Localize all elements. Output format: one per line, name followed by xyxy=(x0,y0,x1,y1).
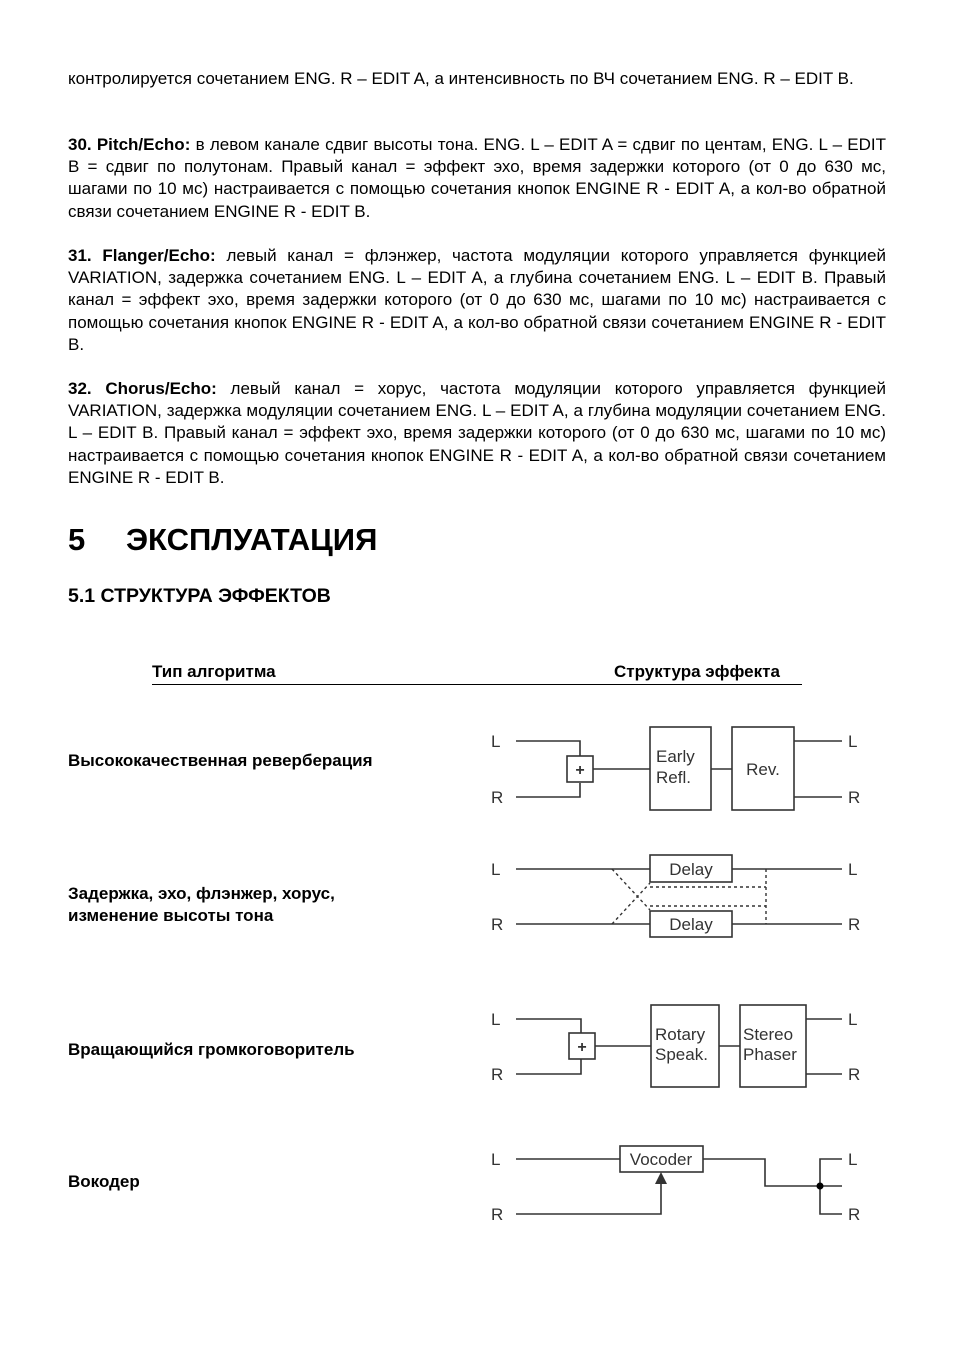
paragraph-text: левый канал = хорус, частота модуляции которого управляется функцией VARIATION, задержка модуляции сочетанием ENG. L – EDIT A, а глубина модуляции сочетанием ENG. L – EDIT B. Правый канал = эффект эхо, время задержки которого (от 0 до 630 мс, шагами по 10 мс) настраивается с помощью сочетания кнопок ENGINE R - EDIT A, а кол-во обратной связи сочетанием ENGINE R - EDIT B. xyxy=(68,379,886,487)
signal-line xyxy=(703,1159,842,1186)
block-label: Rev. xyxy=(746,760,780,779)
signal-line xyxy=(820,1159,842,1186)
channel-label-l: L xyxy=(491,1150,501,1169)
column-header-algorithm: Тип алгоритма xyxy=(152,662,276,681)
signal-line xyxy=(516,741,580,756)
channel-label-r: R xyxy=(848,1065,861,1084)
block-label: Early xyxy=(656,747,695,766)
mixer-plus-label: + xyxy=(577,1039,587,1056)
paragraph-title: 31. Flanger/Echo: xyxy=(68,246,216,265)
algorithm-label-vocoder: Вокодер xyxy=(68,1172,140,1191)
block-label: Refl. xyxy=(656,768,691,787)
channel-label-l: L xyxy=(491,1010,501,1029)
cross-feed-line xyxy=(612,883,650,924)
channel-label-l: L xyxy=(491,860,501,879)
mixer-plus-label: + xyxy=(575,762,585,779)
channel-label-r: R xyxy=(848,915,861,934)
channel-label-l: L xyxy=(848,732,858,751)
channel-label-l: L xyxy=(491,732,501,751)
algorithm-label-line: изменение высоты тона xyxy=(68,906,274,925)
channel-label-r: R xyxy=(491,1065,504,1084)
channel-label-r: R xyxy=(848,788,861,807)
algorithm-label-line: Задержка, эхо, флэнжер, хорус, xyxy=(68,884,335,903)
paragraph-text: контролируется сочетанием ENG. R – EDIT A, а интенсивность по ВЧ сочетанием ENG. R – EDIT B. xyxy=(68,69,854,88)
channel-label-r: R xyxy=(491,1205,504,1224)
signal-line xyxy=(516,1019,581,1033)
paragraph-text: левый канал = флэнжер, частота модуляции которого управляется функцией VARIATION, задержка сочетанием ENG. L – EDIT A, а глубина сочетанием ENG. L – EDIT B. Правый канал = эффект эхо, время задержки которого (от 0 до 630 мс, шагами по 10 мс) настраивается с помощью сочетания кнопок ENGINE R - EDIT A, а кол-во обратной связи сочетанием ENGINE R - EDIT B. xyxy=(68,246,887,354)
signal-line xyxy=(516,783,580,797)
paragraph-title: 30. Pitch/Echo: xyxy=(68,135,191,154)
signal-line xyxy=(820,1186,842,1214)
algorithm-label-rotary: Вращающийся громкоговоритель xyxy=(68,1040,355,1059)
block-label: Phaser xyxy=(743,1045,797,1064)
channel-label-l: L xyxy=(848,1010,858,1029)
block-label: Delay xyxy=(669,860,713,879)
junction-dot xyxy=(817,1183,824,1190)
arrow-up-icon xyxy=(655,1172,667,1184)
column-header-structure: Структура эффекта xyxy=(614,662,780,681)
block-label: Rotary xyxy=(655,1025,706,1044)
channel-label-l: L xyxy=(848,860,858,879)
block-label: Vocoder xyxy=(629,1150,693,1169)
subsection-heading: 5.1 СТРУКТУРА ЭФФЕКТОВ xyxy=(68,585,331,607)
channel-label-r: R xyxy=(848,1205,861,1224)
block-label: Speak. xyxy=(655,1045,708,1064)
channel-label-r: R xyxy=(491,915,504,934)
cross-feed-line xyxy=(612,869,650,910)
algorithm-label-reverb: Высококачественная реверберация xyxy=(68,751,373,770)
modulator-line xyxy=(516,1182,661,1214)
section-title: ЭКСПЛУАТАЦИЯ xyxy=(126,522,378,557)
signal-line xyxy=(516,1059,581,1074)
section-number: 5 xyxy=(68,522,86,557)
channel-label-l: L xyxy=(848,1150,858,1169)
paragraph-title: 32. Chorus/Echo: xyxy=(68,379,217,398)
block-label: Delay xyxy=(669,915,713,934)
paragraph-text: в левом канале сдвиг высоты тона. ENG. L – EDIT A = сдвиг по центам, ENG. L – EDIT B = сдвиг по полутонам. Правый канал = эффект эхо, время задержки которого (от 0 до 630 мс, шагами по 10 мс) настраивается с помощью сочетания кнопок ENGINE R - EDIT A, а кол-во обратной связи сочетанием ENGINE R - EDIT B. xyxy=(68,135,886,221)
channel-label-r: R xyxy=(491,788,504,807)
block-label: Stereo xyxy=(743,1025,794,1044)
